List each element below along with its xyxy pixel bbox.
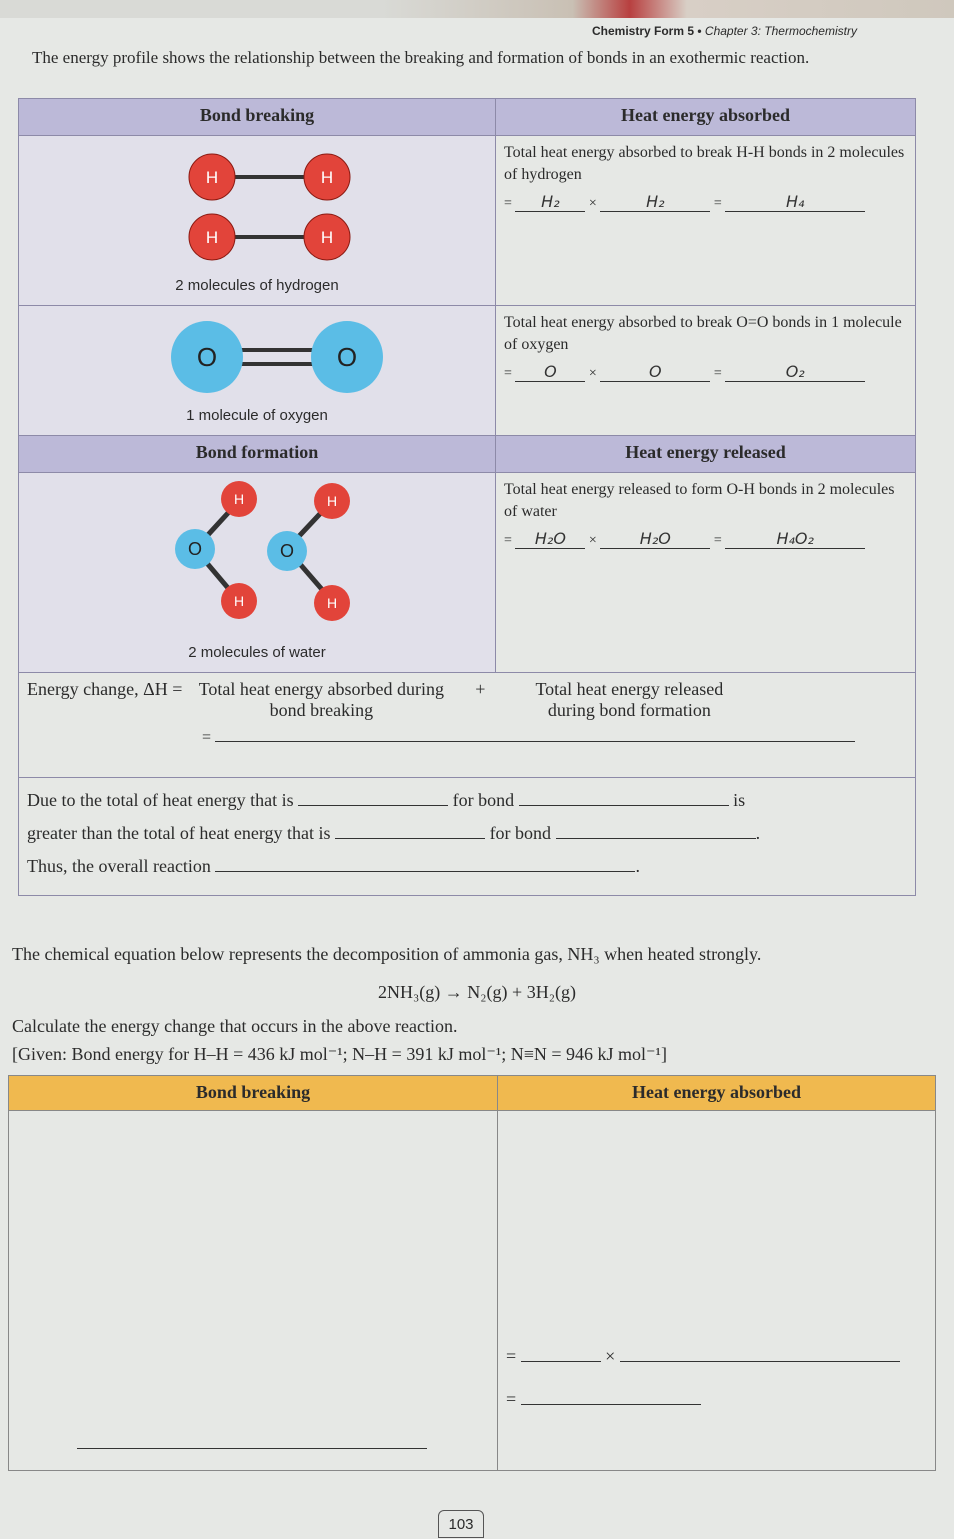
- answer-blank[interactable]: H₂O: [600, 529, 710, 549]
- bond-energy-table: [18, 98, 916, 896]
- header-bond-breaking: Bond breaking: [19, 99, 496, 136]
- answer-blank[interactable]: H₂O: [515, 529, 585, 549]
- header-heat-released: Heat energy released: [496, 436, 916, 473]
- equals-sign: =: [504, 196, 512, 211]
- question-instruction: Calculate the energy change that occurs in the above reaction.: [12, 1016, 458, 1036]
- chemical-equation: 2NH₃(g) → N₂(g) + 3H₂(g): [378, 982, 576, 1002]
- water-energy-text: Total heat energy released to form O-H bonds in 2 molecules of water: [504, 481, 895, 520]
- header-heat-absorbed: Heat energy absorbed: [498, 1076, 936, 1111]
- conclusion-blank[interactable]: [215, 871, 635, 872]
- atom-label: O: [279, 541, 295, 561]
- energy-change-label: Energy change, ΔH =: [27, 679, 183, 699]
- atom-label: H: [233, 491, 245, 507]
- intro-text: The energy profile shows the relationship between the breaking and formation of bonds in an exothermic reaction.: [32, 48, 810, 67]
- hydrogen-energy-cell: [496, 136, 916, 306]
- energy-change-cell: [19, 673, 916, 778]
- heat-absorbed-work-cell: [498, 1111, 936, 1471]
- conclusion-text: is: [733, 790, 746, 810]
- answer-blank[interactable]: [620, 1361, 900, 1362]
- page-number: 103: [438, 1510, 484, 1538]
- equals-sign: =: [504, 366, 512, 381]
- given-bond-energies: [Given: Bond energy for H–H = 436 kJ mol⁻¹; N–H = 391 kJ mol⁻¹; N≡N = 946 kJ mol⁻¹]: [12, 1044, 667, 1064]
- answer-blank[interactable]: O: [515, 362, 585, 382]
- atom-label: H: [320, 228, 334, 247]
- ammonia-energy-table: [8, 1075, 936, 1471]
- answer-blank[interactable]: [521, 1404, 701, 1405]
- chapter-title: Chapter 3: Thermochemistry: [704, 24, 857, 38]
- oxygen-molecule-diagram: [27, 312, 487, 402]
- book-title: Chemistry Form 5: [592, 24, 695, 38]
- atom-label: H: [205, 228, 219, 247]
- atom-label: H: [326, 595, 338, 611]
- water-energy-cell: [496, 473, 916, 673]
- answer-blank[interactable]: H₂: [515, 192, 585, 212]
- times-sign: ×: [588, 366, 597, 381]
- water-calculation: [504, 529, 907, 549]
- atom-label: H: [326, 493, 338, 509]
- hydrogen-diagram-cell: [19, 136, 496, 306]
- conclusion-text: for bond: [452, 790, 515, 810]
- hydrogen-caption: 2 molecules of hydrogen: [175, 277, 339, 294]
- bond-breaking-work-cell[interactable]: [9, 1111, 498, 1471]
- answer-blank[interactable]: [77, 1448, 427, 1449]
- energy-term-released: Total heat energy released during bond formation: [535, 679, 724, 720]
- conclusion-cell: Due to the total of heat energy that is for bond is greater than the total of heat energy that is for bond . Thus, the overall reaction .: [19, 778, 916, 896]
- conclusion-blank[interactable]: [335, 838, 485, 839]
- equals-sign: =: [202, 729, 212, 746]
- running-header: Chemistry Form 5 • Chapter 3: Thermochemistry: [592, 24, 857, 38]
- conclusion-text: Due to the total of heat energy that is: [27, 790, 294, 810]
- equals-sign: =: [713, 533, 722, 548]
- answer-blank[interactable]: H₄: [725, 192, 865, 212]
- conclusion-blank[interactable]: [556, 838, 756, 839]
- answer-blank[interactable]: H₂: [600, 192, 710, 212]
- oxygen-caption: 1 molecule of oxygen: [186, 407, 328, 424]
- conclusion-text: for bond: [489, 823, 552, 843]
- oxygen-diagram-cell: [19, 306, 496, 436]
- energy-term-absorbed: Total heat energy absorbed during bond breaking: [198, 679, 445, 720]
- water-caption: 2 molecules of water: [188, 644, 326, 661]
- energy-change-blank[interactable]: [215, 741, 855, 742]
- equals-sign: =: [506, 1346, 517, 1366]
- answer-blank[interactable]: O₂: [725, 362, 865, 382]
- oxygen-energy-text: Total heat energy absorbed to break O=O bonds in 1 molecule of oxygen: [504, 314, 902, 353]
- background-desk: [0, 0, 954, 20]
- atom-label: O: [196, 342, 218, 372]
- conclusion-blank[interactable]: [519, 805, 729, 806]
- water-molecules-diagram: [27, 479, 487, 639]
- atom-label: H: [205, 168, 219, 187]
- equals-sign: =: [713, 196, 722, 211]
- equals-sign: =: [506, 1389, 517, 1409]
- conclusion-text: greater than the total of heat energy that is: [27, 823, 331, 843]
- conclusion-text: Thus, the overall reaction: [27, 856, 211, 876]
- water-diagram-cell: [19, 473, 496, 673]
- header-bond-formation: Bond formation: [19, 436, 496, 473]
- atom-label: O: [187, 539, 203, 559]
- hydrogen-energy-text: Total heat energy absorbed to break H-H bonds in 2 molecules of hydrogen: [504, 144, 905, 183]
- times-sign: ×: [605, 1346, 616, 1366]
- answer-blank[interactable]: [521, 1361, 601, 1362]
- header-heat-absorbed: Heat energy absorbed: [496, 99, 916, 136]
- answer-blank[interactable]: O: [600, 362, 710, 382]
- atom-label: H: [320, 168, 334, 187]
- atom-label: O: [336, 342, 358, 372]
- atom-label: H: [233, 593, 245, 609]
- oxygen-energy-cell: [496, 306, 916, 436]
- equals-sign: =: [504, 533, 512, 548]
- times-sign: ×: [588, 533, 597, 548]
- times-sign: ×: [588, 196, 597, 211]
- conclusion-blank[interactable]: [298, 805, 448, 806]
- equals-sign: =: [713, 366, 722, 381]
- oxygen-calculation: [504, 362, 907, 382]
- question-text: The chemical equation below represents the decomposition of ammonia gas, NH₃ when heated strongly.: [12, 944, 762, 964]
- answer-blank[interactable]: H₄O₂: [725, 529, 865, 549]
- plus-sign: +: [475, 679, 486, 699]
- header-bond-breaking: Bond breaking: [9, 1076, 498, 1111]
- hydrogen-calculation: [504, 192, 907, 212]
- hydrogen-molecules-diagram: [27, 142, 487, 272]
